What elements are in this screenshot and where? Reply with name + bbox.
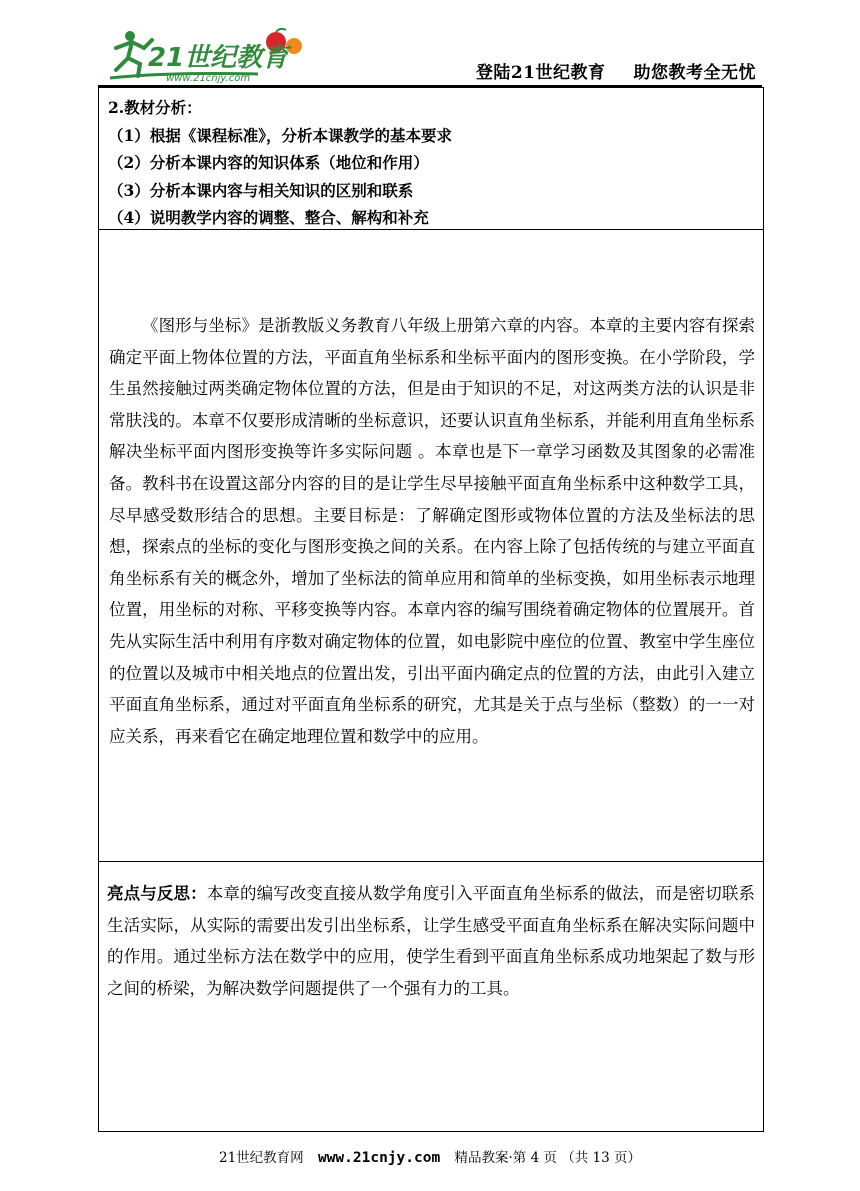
body-paragraph: 《图形与坐标》是浙教版义务教育八年级上册第六章的内容。本章的主要内容有探索确定平面上物体位置的方法，平面直角坐标系和坐标平面内的图形变换。在小学阶段，学生虽然接触过两类确定物体位置的方法，但是由于知识的不足，对这两类方法的认识是非常肤浅的。本章不仅要形成清晰的坐标意识，还要认识直角坐标系，并能利用直角坐标系解决坐标平面内图形变换等许多实际问题 。本章也是下一章学习函数及其图象的必需准备。教科书在设置这部分内容的目的是让学生尽早接触平面直角坐标系中这种数学工具，尽早感受数形结合的思想。主要目标是：了解确定图形或物体位置的方法及坐标法的思想，探索点的坐标的变化与图形变换之间的关系。在内容上除了包括传统的与建立平面直角坐标系有关的概念外，增加了坐标法的简单应用和简单的坐标变换，如用坐标表示地理位置，用坐标的对称、平移变换等内容。本章内容的编写围绕着确定物体的位置展开。首先从实际生活中利用有序数对确定物体的位置，如电影院中座位的位置、教室中学生座位的位置以及城市中相关地点的位置出发，引出平面内确定点的位置的方法，由此引入建立平面直角坐标系，通过对平面直角坐标系的研究，尤其是关于点与坐标（整数）的一一对应关系，再来看它在确定地理位置和数学中的应用。 xyxy=(109,316,755,746)
page-footer xyxy=(0,1146,860,1166)
logo-url: www.21cnjy.com xyxy=(166,73,251,84)
footer-site-link[interactable]: www.21cnjy.com xyxy=(317,1150,441,1166)
analysis-item: （2）分析本课内容的知识体系（地位和作用） xyxy=(108,153,429,172)
footer-page-info: 精品教案·第 4 页 （共 13 页） xyxy=(454,1150,641,1166)
analysis-item: （4）说明教学内容的调整、整合、解构和补充 xyxy=(108,208,429,227)
lesson-table xyxy=(98,87,764,1132)
header-slogan xyxy=(476,58,756,83)
analysis-title: 2.教材分析： xyxy=(108,98,202,117)
slogan-right: 助您教考全无忧 xyxy=(633,63,756,83)
page-header xyxy=(0,0,860,90)
logo-text: 21世纪教育 xyxy=(148,43,289,73)
analysis-cell xyxy=(99,87,763,229)
reflection-text: 本章的编写改变直接从数学角度引入平面直角坐标系的做法，而是密切联系生活实际，从实际的需要出发引出坐标系，让学生感受平面直角坐标系在解决实际问题中的作用。通过坐标方法在数学中的应用，使学生看到平面直角坐标系成功地架起了数与形之间的桥梁，为解决数学问题提供了一个强有力的工具。 xyxy=(107,884,756,998)
analysis-item: （1）根据《课程标准》，分析本课教学的基本要求 xyxy=(108,125,453,145)
reflection-label: 亮点与反思： xyxy=(107,884,207,903)
content-cell xyxy=(99,229,763,861)
slogan-left: 登陆21世纪教育 xyxy=(475,63,606,83)
reflection-cell xyxy=(99,861,763,1131)
footer-left: 21世纪教育网 xyxy=(218,1150,304,1166)
analysis-item: （3）分析本课内容与相关知识的区别和联系 xyxy=(108,180,414,200)
21cnjy-logo xyxy=(108,28,318,84)
